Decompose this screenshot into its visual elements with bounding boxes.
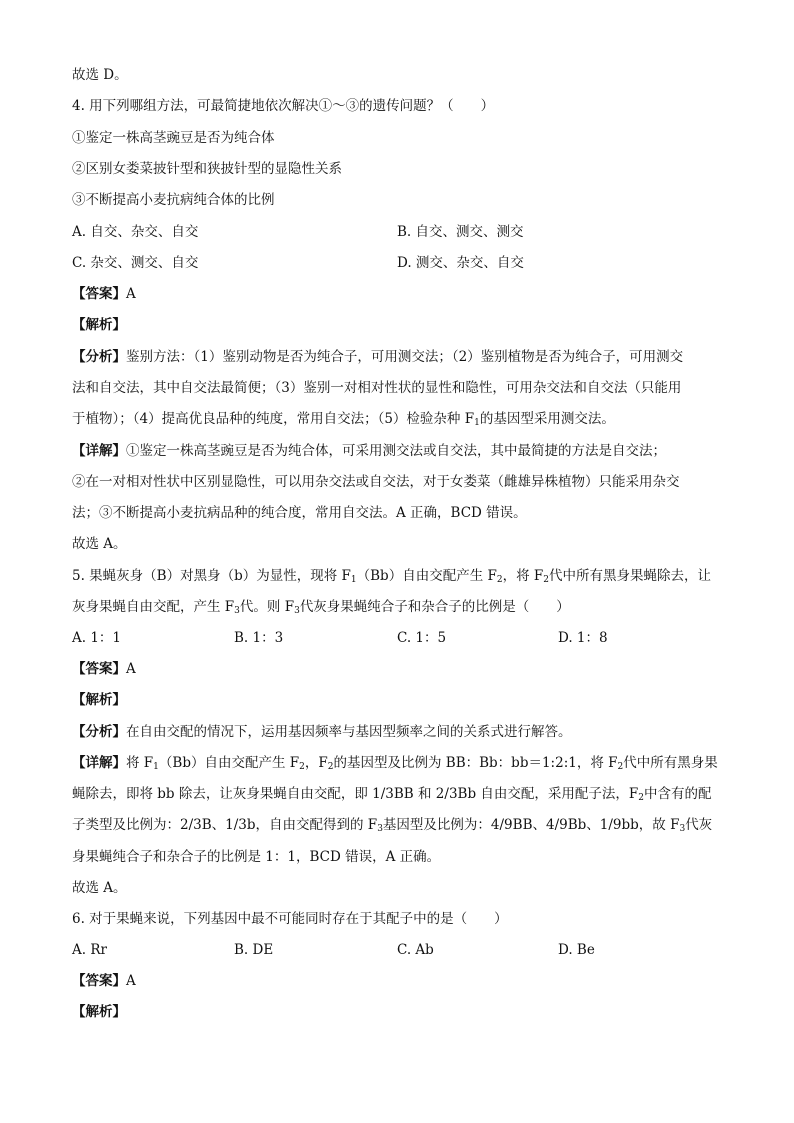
- text-part: 的基因型及比例为 BB：Bb：bb＝1:2:1，将 F: [333, 755, 618, 771]
- q4-detail-line-1: [72, 442, 666, 460]
- text-part: （Bb）自由交配产生 F: [356, 568, 497, 584]
- q5-option-a: A. 1：1: [72, 630, 122, 646]
- subscript: 3: [294, 606, 300, 616]
- q4-detail-line-3: 法；③不断提高小麦抗病品种的纯合度，常用自交法。A 正确，BCD 错误。: [72, 505, 527, 521]
- analysis-text: 在自由交配的情况下，运用基因频率与基因型频率之间的关系式进行解答。: [126, 724, 572, 740]
- q4-statement-3: ③不断提高小麦抗病纯合体的比例: [72, 192, 275, 208]
- q5-detail-line-4: 身果蝇纯合子和杂合子的比例是 1：1，BCD 错误，A 正确。: [72, 849, 441, 865]
- subscript: 2: [496, 575, 503, 585]
- q5-answer: [72, 660, 136, 678]
- text-part: ，F: [304, 755, 328, 771]
- subscript: 2: [617, 762, 624, 772]
- q4-analysis-line-3: [72, 410, 615, 428]
- q5-conclusion: 故选 A。: [72, 880, 127, 896]
- q4-detail-line-2: ②在一对相对性状中区别显隐性，可以用杂交法或自交法，对于女娄菜（雌雄异株植物）只能采用杂交: [72, 474, 680, 490]
- q4-option-c: C. 杂交、测交、自交: [72, 255, 199, 271]
- q6-option-d: D. Be: [558, 942, 595, 958]
- answer-tag: 【答案】: [72, 973, 126, 989]
- answer-tag: 【答案】: [72, 661, 126, 677]
- q4-stem: 4. 用下列哪组方法，可最简捷地依次解决①～③的遗传问题？（ ）: [72, 98, 495, 114]
- q4-analysis-line-1: [72, 348, 683, 366]
- text-part: 代灰身果蝇纯合子和杂合子的比例是（ ）: [299, 599, 570, 615]
- q4-option-d: D. 测交、杂交、自交: [397, 255, 524, 271]
- text-part: 代。则 F: [239, 599, 295, 615]
- detail-text: ①鉴定一株高茎豌豆是否为纯合体，可采用测交法或自交法，其中最简捷的方法是自交法；: [126, 443, 666, 459]
- answer-tag: 【答案】: [72, 286, 126, 302]
- q4-answer: [72, 285, 136, 303]
- text-part: 基因型及比例为：4/9BB、4/9Bb、1/9bb，故 F: [382, 817, 680, 833]
- q5-detail-line-1: [72, 754, 718, 772]
- subscript: 3: [377, 824, 383, 834]
- analysis-text: 鉴别方法：（1）鉴别动物是否为纯合子，可用测交法；（2）鉴别植物是否为纯合子，可用测交: [126, 349, 684, 365]
- answer-value: A: [126, 661, 136, 677]
- text-part: 代中所有黑身果: [623, 755, 718, 771]
- answer-value: A: [126, 286, 136, 302]
- subscript: 3: [679, 824, 686, 834]
- q6-answer: [72, 972, 136, 990]
- subscript: 1: [474, 418, 480, 428]
- q4-jiexi-heading: 【解析】: [72, 317, 126, 333]
- q6-option-c: C. Ab: [397, 942, 434, 958]
- q4-statement-2: ②区别女娄菜披针型和狭披针型的显隐性关系: [72, 161, 342, 177]
- subscript: 1: [153, 762, 159, 772]
- subscript: 2: [299, 762, 305, 772]
- q5-option-c: C. 1：5: [397, 630, 447, 646]
- text-part: 于植物）；（4）提高优良品种的纯度，常用自交法；（5）检验杂种 F: [72, 411, 475, 427]
- text-part: 将 F: [126, 755, 154, 771]
- subscript: 2: [327, 762, 334, 772]
- text-part: 中含有的配: [644, 786, 712, 802]
- text-part: 蝇除去，即将 bb 除去，让灰身果蝇自由交配，即 1/3BB 和 2/3Bb 自由交配，采用配子法，F: [72, 786, 639, 802]
- subscript: 3: [234, 606, 240, 616]
- subscript: 2: [638, 793, 644, 803]
- q4-conclusion: 故选 A。: [72, 536, 127, 552]
- text-part: 灰身果蝇自由交配，产生 F: [72, 599, 235, 615]
- q5-jiexi-heading: 【解析】: [72, 692, 126, 708]
- q4-analysis-line-2: 法和自交法，其中自交法最简便；（3）鉴别一对相对性状的显性和隐性，可用杂交法和自交法（只能用: [72, 380, 682, 396]
- analysis-tag: 【分析】: [72, 349, 126, 365]
- q4-option-a: A. 自交、杂交、自交: [72, 224, 199, 240]
- text-part: ，将 F: [502, 568, 544, 584]
- q5-analysis: [72, 723, 572, 741]
- detail-tag: 【详解】: [72, 755, 126, 771]
- q5-option-d: D. 1：8: [558, 630, 608, 646]
- q6-stem: 6. 对于果蝇来说，下列基因中最不可能同时存在于其配子中的是（ ）: [72, 911, 508, 927]
- q6-jiexi-heading: 【解析】: [72, 1004, 126, 1020]
- text-part: 代灰: [685, 817, 713, 833]
- q5-stem-line-2: [72, 598, 570, 616]
- text-part: （Bb）自由交配产生 F: [158, 755, 300, 771]
- text-part: 代中所有黑身果蝇除去，让: [549, 568, 712, 584]
- conclusion-prev: 故选 D。: [72, 67, 128, 83]
- text-part: 5. 果蝇灰身（B）对黑身（b）为显性，现将 F: [72, 568, 351, 584]
- subscript: 2: [543, 575, 550, 585]
- q5-stem-line-1: [72, 567, 711, 585]
- q5-detail-line-3: [72, 816, 712, 834]
- answer-value: A: [126, 973, 136, 989]
- q4-option-b: B. 自交、测交、测交: [397, 224, 524, 240]
- text-part: 子类型及比例为：2/3B、1/3b，自由交配得到的 F: [72, 817, 378, 833]
- subscript: 1: [350, 575, 357, 585]
- text-part: 的基因型采用测交法。: [479, 411, 615, 427]
- q4-statement-1: ①鉴定一株高茎豌豆是否为纯合体: [72, 130, 275, 146]
- q5-option-b: B. 1：3: [234, 630, 284, 646]
- analysis-tag: 【分析】: [72, 724, 126, 740]
- q6-option-a: A. Rr: [72, 942, 107, 958]
- q5-detail-line-2: [72, 785, 712, 803]
- detail-tag: 【详解】: [72, 443, 126, 459]
- q6-option-b: B. DE: [234, 942, 274, 958]
